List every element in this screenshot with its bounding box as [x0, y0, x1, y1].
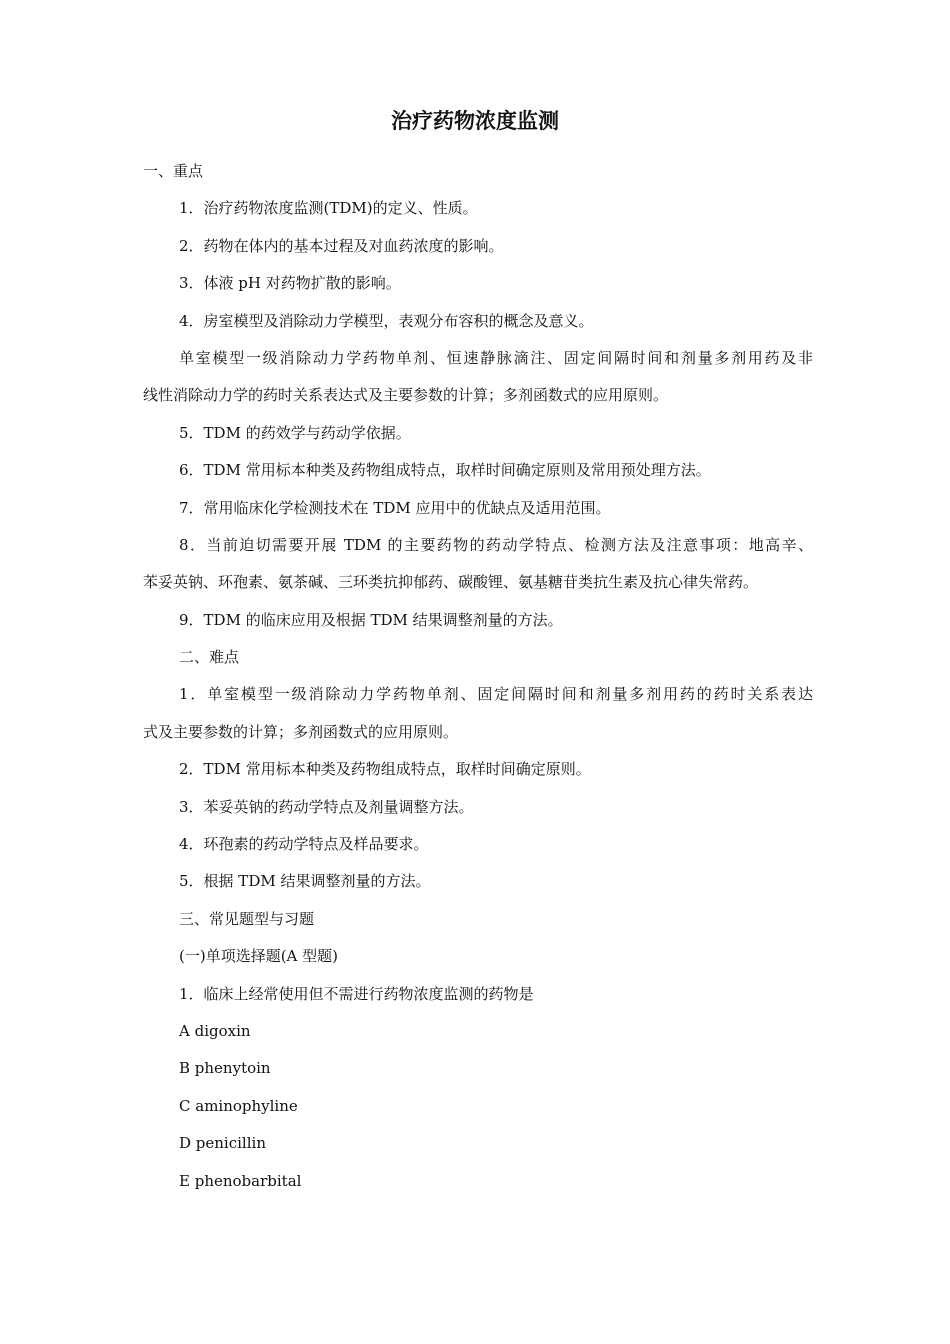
text-line: 5．根据 TDM 结果调整剂量的方法。 [179, 872, 431, 891]
text-line: B phenytoin [179, 1059, 271, 1078]
text-line: 1．单室模型一级消除动力学药物单剂、固定间隔时间和剂量多剂用药的药时关系表达 [179, 685, 813, 704]
text-line: 6．TDM 常用标本种类及药物组成特点，取样时间确定原则及常用预处理方法。 [179, 461, 711, 480]
text-line: 三、常见题型与习题 [179, 909, 315, 928]
text-line: 4．环孢素的药动学特点及样品要求。 [179, 835, 429, 854]
text-line: (一)单项选择题(A 型题) [179, 947, 339, 966]
text-line: 二、难点 [179, 648, 240, 667]
text-line: E phenobarbital [179, 1171, 302, 1190]
text-line: 单室模型一级消除动力学药物单剂、恒速静脉滴注、固定间隔时间和剂量多剂用药及非 [179, 348, 813, 367]
text-line: 式及主要参数的计算；多剂函数式的应用原则。 [143, 722, 459, 741]
text-line: 2．TDM 常用标本种类及药物组成特点，取样时间确定原则。 [179, 760, 591, 779]
page-title: 治疗药物浓度监测 [391, 108, 559, 133]
text-line: 7．常用临床化学检测技术在 TDM 应用中的优缺点及适用范围。 [179, 498, 611, 517]
text-line: 9．TDM 的临床应用及根据 TDM 结果调整剂量的方法。 [179, 610, 563, 629]
text-line: 线性消除动力学的药时关系表达式及主要参数的计算；多剂函数式的应用原则。 [143, 386, 669, 405]
text-line: 1．治疗药物浓度监测(TDM)的定义、性质。 [179, 199, 478, 218]
text-line: A digoxin [179, 1021, 251, 1040]
text-line: 8．当前迫切需要开展 TDM 的主要药物的药动学特点、检测方法及注意事项：地高辛、 [179, 535, 813, 554]
text-line: 2．药物在体内的基本过程及对血药浓度的影响。 [179, 236, 504, 255]
text-line: C aminophyline [179, 1096, 298, 1115]
text-line: 苯妥英钠、环孢素、氨茶碱、三环类抗抑郁药、碳酸锂、氨基糖苷类抗生素及抗心律失常药。 [143, 573, 759, 592]
document-body [143, 153, 813, 1200]
text-line: 1．临床上经常使用但不需进行药物浓度监测的药物是 [179, 984, 534, 1003]
text-line: 4．房室模型及消除动力学模型，表观分布容积的概念及意义。 [179, 311, 594, 330]
text-line: 3．苯妥英钠的药动学特点及剂量调整方法。 [179, 797, 474, 816]
text-line: 一、重点 [143, 162, 204, 180]
text-line: 3．体液 pH 对药物扩散的影响。 [179, 274, 401, 293]
text-line: D penicillin [179, 1134, 266, 1153]
text-line: 5．TDM 的药效学与药动学依据。 [179, 423, 411, 442]
